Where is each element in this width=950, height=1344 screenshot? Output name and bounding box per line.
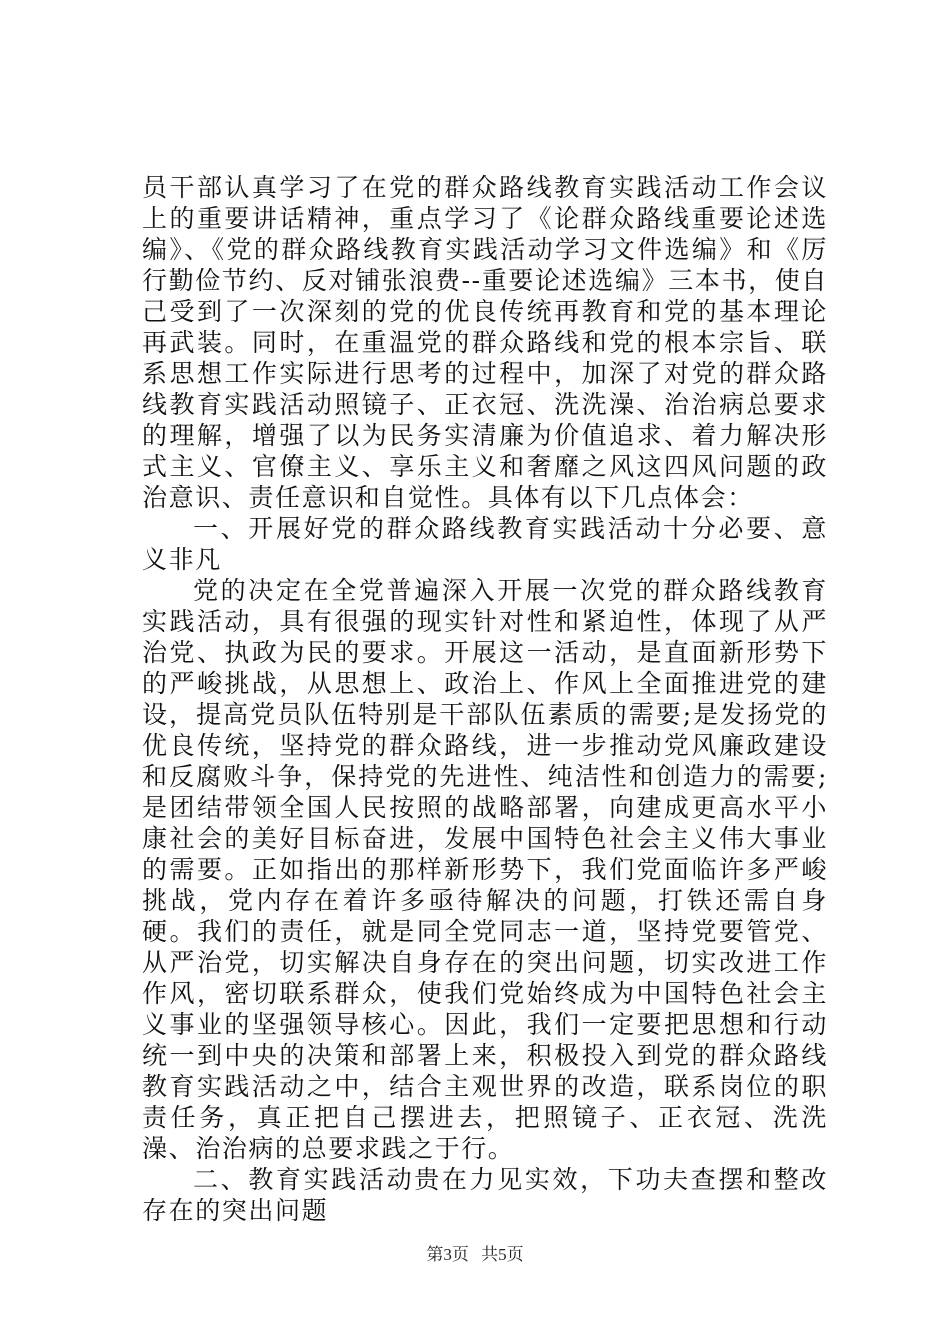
heading-section-two: 二、教育实践活动贵在力见实效，下功夫查摆和整改存在的突出问题 bbox=[142, 1165, 828, 1225]
document-body bbox=[142, 172, 828, 1226]
paragraph-section-one: 党的决定在全党普遍深入开展一次党的群众路线教育实践活动，具有很强的现实针对性和紧迫性，体现了从严治党、执政为民的要求。开展这一活动，是直面新形势下的严峻挑战，从思想上、政治上、作风上全面推进党的建设，提高党员队伍特别是干部队伍素质的需要;是发扬党的优良传统，坚持党的群众路线，进一步推动党风廉政建设和反腐败斗争，保持党的先进性、纯洁性和创造力的需要;是团结带领全国人民按照的战略部署，向建成更高水平小康社会的美好目标奋进，发展中国特色社会主义伟大事业的需要。正如指出的那样新形势下，我们党面临许多严峻挑战，党内存在着许多亟待解决的问题，打铁还需自身硬。我们的责任，就是同全党同志一道，坚持党要管党、从严治党，切实解决自身存在的突出问题，切实改进工作作风，密切联系群众，使我们党始终成为中国特色社会主义事业的坚强领导核心。因此，我们一定要把思想和行动统一到中央的决策和部署上来，积极投入到党的群众路线教育实践活动之中，结合主观世界的改造，联系岗位的职责任务，真正把自己摆进去，把照镜子、正衣冠、洗洗澡、治治病的总要求践之于行。 bbox=[142, 576, 828, 1163]
page-total: 共5页 bbox=[481, 1245, 524, 1264]
heading-section-one: 一、开展好党的群众路线教育实践活动十分必要、意义非凡 bbox=[142, 514, 828, 574]
page-footer bbox=[0, 1244, 950, 1266]
paragraph-intro: 员干部认真学习了在党的群众路线教育实践活动工作会议上的重要讲话精神，重点学习了《论群众路线重要论述选编》、《党的群众路线教育实践活动学习文件选编》和《厉行勤俭节约、反对铺张浪费--重要论述选编》三本书，使自己受到了一次深刻的党的优良传统再教育和党的基本理论再武装。同时，在重温党的群众路线和党的根本宗旨、联系思想工作实际进行思考的过程中，加深了对党的群众路线教育实践活动照镜子、正衣冠、洗洗澡、治治病总要求的理解，增强了以为民务实清廉为价值追求、着力解决形式主义、官僚主义、享乐主义和奢靡之风这四风问题的政治意识、责任意识和自觉性。具体有以下几点体会： bbox=[142, 173, 828, 512]
page-number: 第3页 bbox=[426, 1245, 469, 1264]
